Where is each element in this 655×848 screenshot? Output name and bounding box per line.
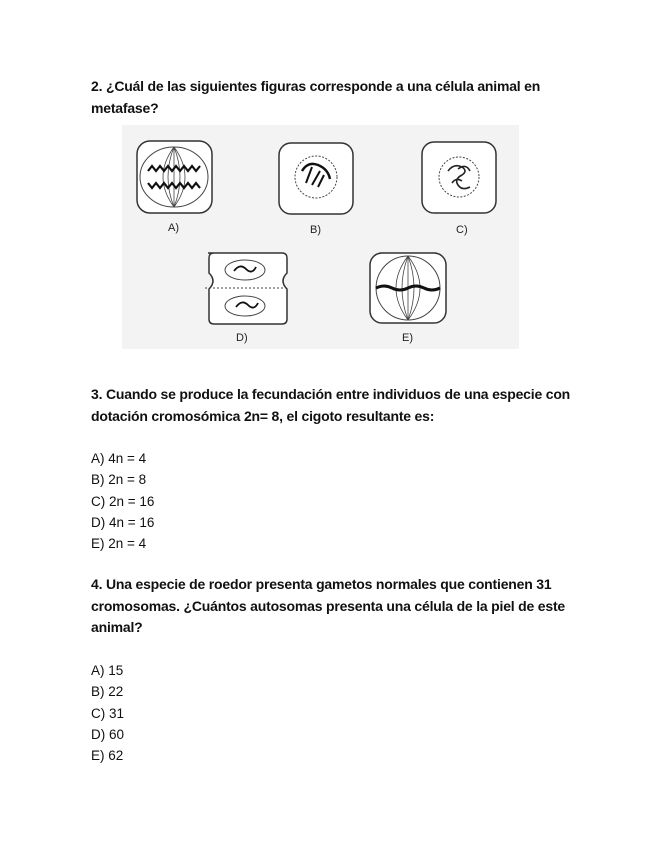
option-e: E) 62 bbox=[91, 748, 124, 764]
question-3-options bbox=[91, 448, 154, 554]
label-b: B) bbox=[310, 224, 321, 236]
label-e: E) bbox=[402, 332, 413, 344]
label-d: D) bbox=[236, 332, 248, 344]
option-c: C) 2n = 16 bbox=[91, 493, 155, 509]
option-b: B) 22 bbox=[91, 684, 124, 700]
label-c: C) bbox=[456, 224, 468, 236]
question-4-options bbox=[91, 660, 124, 766]
cell-d-icon bbox=[205, 253, 287, 324]
cell-b-icon bbox=[279, 143, 353, 214]
option-b: B) 2n = 8 bbox=[91, 472, 147, 488]
option-a: A) 15 bbox=[91, 663, 124, 678]
option-a: A) 4n = 4 bbox=[91, 451, 147, 466]
cell-e-icon bbox=[370, 253, 446, 323]
option-d: D) 4n = 16 bbox=[91, 514, 155, 530]
question-2-text: 2. ¿Cuál de las siguientes figuras corresponde a una célula animal en metafase? bbox=[91, 78, 541, 116]
question-3-text: 3. Cuando se produce la fecundación entre individuos de una especie con dotación cromosómica 2n= 8, el cigoto resultante es: bbox=[91, 386, 571, 424]
cell-c-icon bbox=[422, 142, 496, 213]
cell-a-icon bbox=[137, 141, 212, 213]
question-4-text: 4. Una especie de roedor presenta gametos normales que contienen 31 cromosomas. ¿Cuántos autosomas presenta una célula de la piel de este animal? bbox=[91, 576, 566, 635]
option-d: D) 60 bbox=[91, 726, 125, 742]
label-a: A) bbox=[168, 222, 179, 234]
option-e: E) 2n = 4 bbox=[91, 536, 147, 552]
cell-division-figure bbox=[122, 125, 519, 349]
option-c: C) 31 bbox=[91, 705, 125, 721]
